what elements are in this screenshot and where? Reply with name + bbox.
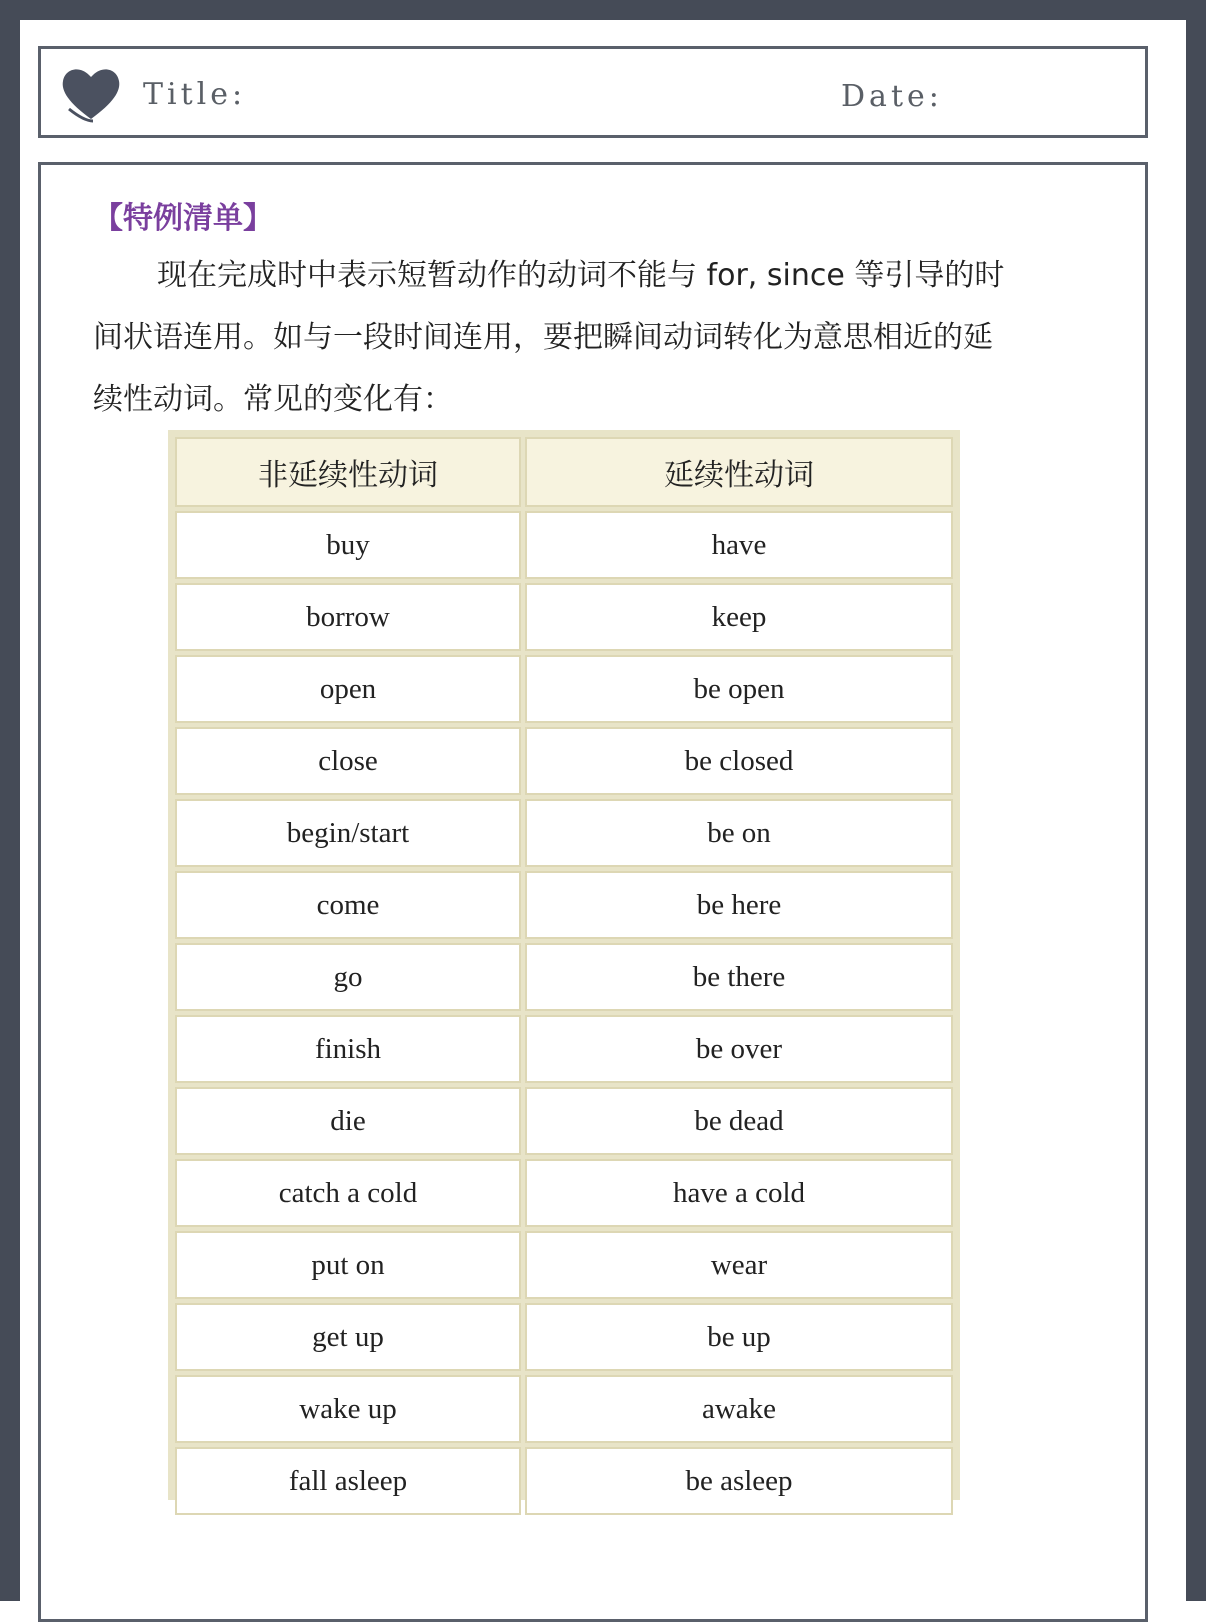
continuous-verb-cell: be up [525,1303,953,1371]
title-label: Title: [143,77,247,112]
continuous-verb-cell: be here [525,871,953,939]
section-title: 【特例清单】 [93,201,273,236]
non-continuous-verb-cell: come [175,871,521,939]
continuous-verb-cell: be on [525,799,953,867]
non-continuous-verb-cell: put on [175,1231,521,1299]
continuous-verb-cell: be over [525,1015,953,1083]
non-continuous-verb-cell: catch a cold [175,1159,521,1227]
table-row [175,1159,953,1227]
intro-paragraph [93,245,1043,431]
verb-table [171,433,957,1519]
continuous-verb-cell: be dead [525,1087,953,1155]
non-continuous-verb-cell: get up [175,1303,521,1371]
non-continuous-verb-cell: borrow [175,583,521,651]
table-row [175,799,953,867]
continuous-verb-cell: be asleep [525,1447,953,1515]
continuous-verb-cell: be there [525,943,953,1011]
table-row [175,1015,953,1083]
non-continuous-verb-cell: begin/start [175,799,521,867]
paragraph-line: 续性动词。常见的变化有： [93,382,453,417]
continuous-verb-cell: wear [525,1231,953,1299]
continuous-verb-cell: have [525,511,953,579]
continuous-verb-cell: awake [525,1375,953,1443]
continuous-verb-cell: be closed [525,727,953,795]
table-row [175,1375,953,1443]
content-box [38,162,1148,1622]
table-row [175,1087,953,1155]
continuous-verb-cell: keep [525,583,953,651]
table-row [175,943,953,1011]
header-box [38,46,1148,138]
non-continuous-verb-cell: finish [175,1015,521,1083]
non-continuous-verb-cell: fall asleep [175,1447,521,1515]
table-body [175,511,953,1515]
verb-table-wrapper [168,430,960,1500]
table-row [175,583,953,651]
header-continuous: 延续性动词 [525,437,953,507]
non-continuous-verb-cell: wake up [175,1375,521,1443]
non-continuous-verb-cell: go [175,943,521,1011]
header-non-continuous: 非延续性动词 [175,437,521,507]
table-row [175,871,953,939]
table-row [175,655,953,723]
table-row [175,1447,953,1515]
paragraph-line: 间状语连用。如与一段时间连用，要把瞬间动词转化为意思相近的延 [93,320,993,355]
table-row [175,1231,953,1299]
non-continuous-verb-cell: die [175,1087,521,1155]
table-row [175,727,953,795]
paragraph-line: 现在完成时中表示短暂动作的动词不能与 for, since 等引导的时 [157,258,1005,293]
heart-icon [59,63,123,123]
table-row [175,511,953,579]
non-continuous-verb-cell: close [175,727,521,795]
date-label: Date: [841,79,943,114]
non-continuous-verb-cell: buy [175,511,521,579]
non-continuous-verb-cell: open [175,655,521,723]
continuous-verb-cell: have a cold [525,1159,953,1227]
continuous-verb-cell: be open [525,655,953,723]
table-row [175,1303,953,1371]
table-header-row [175,437,953,507]
